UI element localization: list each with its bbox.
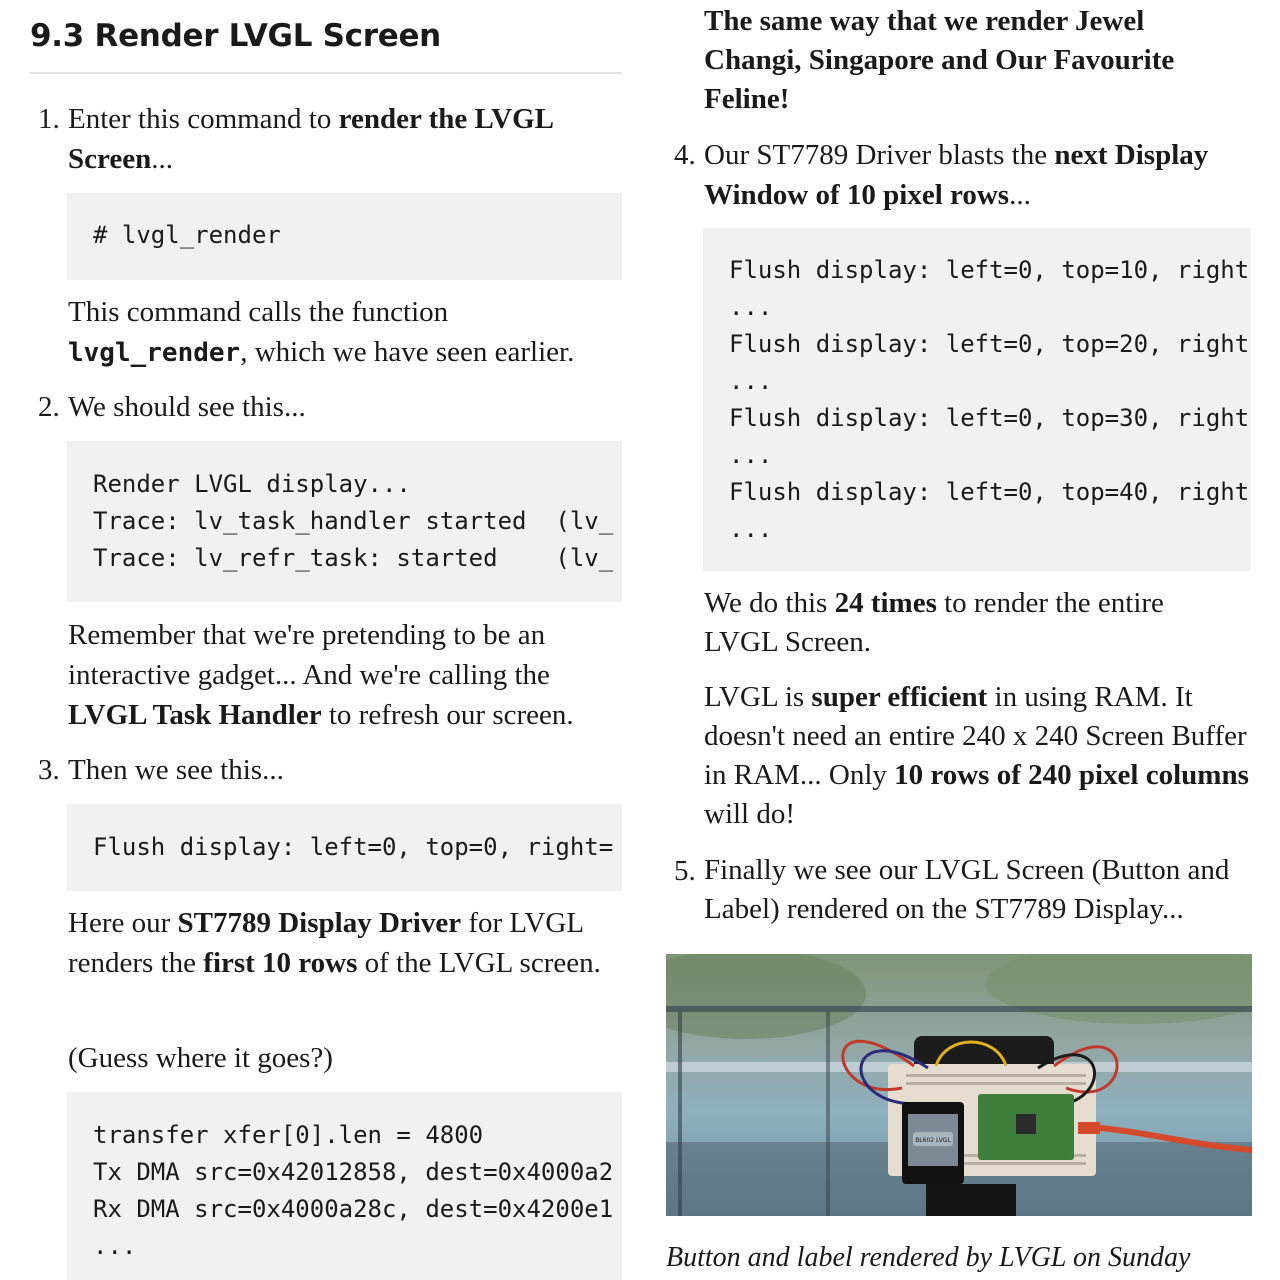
step-text: Enter this command to: [68, 103, 339, 135]
code-line: Flush display: left=0, top=10, right: [729, 256, 1250, 284]
code-line: ...: [729, 441, 773, 469]
paragraph-text: This command calls the function: [68, 296, 449, 328]
step-number: 5.: [674, 855, 696, 887]
code-line: Trace: lv_task_handler started (lv_: [93, 507, 614, 535]
step-number: 3.: [38, 754, 60, 786]
paragraph-bold: ST7789 Display Driver: [177, 907, 462, 939]
paragraph-bold: LVGL Task Handler: [68, 699, 322, 731]
paragraph-bold: 10 rows of 240 pixel columns: [894, 759, 1249, 791]
code-line: transfer xfer[0].len = 4800: [93, 1121, 484, 1149]
code-block-command: [67, 193, 622, 280]
code-line: ...: [93, 1232, 137, 1260]
paragraph-text: We do this: [704, 587, 835, 619]
code-line: Tx DMA src=0x42012858, dest=0x4000a2: [93, 1158, 614, 1186]
code-block-flush-rows: [703, 228, 1251, 571]
step-bold: render the LVGL Screen: [68, 103, 553, 175]
paragraph-text: Here our: [68, 907, 178, 939]
code-line: Flush display: left=0, top=30, right: [729, 404, 1250, 432]
continued-text: The same way that we render Jewel Changi, Singapore and Our Favourite Feline!: [704, 5, 1175, 115]
code-line: ...: [729, 293, 773, 321]
code-block-trace: [67, 441, 622, 602]
code-line: Flush display: left=0, top=0, right=: [93, 833, 614, 861]
code-line: Rx DMA src=0x4000a28c, dest=0x4200e1: [93, 1195, 614, 1223]
paragraph-function: [68, 292, 628, 373]
step-text: ...: [1009, 179, 1031, 211]
paragraph-guess: (Guess where it goes?): [68, 1042, 333, 1074]
step-5-text: Finally we see our LVGL Screen (Button and Label) rendered on the ST7789 Display...: [704, 854, 1230, 925]
section-title: 9.3 Render LVGL Screen: [30, 18, 441, 54]
code-line: ...: [729, 515, 773, 543]
paragraph-text: , which we have seen earlier.: [240, 336, 575, 368]
step-3-text: Then we see this...: [68, 754, 284, 786]
title-divider: [30, 72, 622, 74]
paragraph-bold: super efficient: [811, 681, 988, 713]
paragraph-text: to render the entire LVGL Screen.: [704, 587, 1164, 658]
paragraph-bold: 24 times: [834, 587, 937, 619]
code-line: Trace: lv_refr_task: started (lv_: [93, 544, 614, 572]
step-1-text: [68, 99, 618, 179]
paragraph-text: LVGL is: [704, 681, 812, 713]
step-number: 4.: [674, 139, 696, 171]
step-2-text: We should see this...: [68, 391, 306, 423]
paragraph-ram: [704, 678, 1252, 834]
paragraph-text: to refresh our screen.: [321, 699, 574, 731]
code-line: Flush display: left=0, top=40, right: [729, 478, 1250, 506]
paragraph-driver: [68, 903, 628, 983]
step-text: Our ST7789 Driver blasts the: [704, 139, 1055, 171]
code-line: # lvgl_render: [93, 221, 281, 249]
step-bold: next Display Window of 10 pixel rows: [704, 139, 1209, 211]
code-line: Render LVGL display...: [93, 470, 411, 498]
paragraph-text: for LVGL renders the: [68, 907, 583, 979]
device-photo: [666, 954, 1252, 1216]
photo-caption: Button and label rendered by LVGL on Sunday: [666, 1242, 1191, 1273]
device-screen-label: BL602 LVGL: [915, 1137, 951, 1144]
paragraph-24-times: [704, 584, 1244, 662]
code-block-flush: [67, 804, 622, 891]
inline-code: lvgl_render: [68, 338, 241, 368]
device-photo-illustration: [666, 954, 1252, 1216]
paragraph-text: in using RAM. It doesn't need an entire 240 x 240 Screen Buffer in RAM... Only: [704, 681, 1247, 791]
paragraph-text: of the LVGL screen.: [357, 947, 601, 979]
step-text: ...: [151, 143, 173, 175]
step-number: 1.: [38, 103, 60, 135]
code-line: ...: [729, 367, 773, 395]
step-number: 2.: [38, 391, 60, 423]
step-4-text: [704, 135, 1252, 215]
paragraph-bold: first 10 rows: [203, 947, 358, 979]
paragraph-text: will do!: [704, 798, 796, 830]
code-line: Flush display: left=0, top=20, right: [729, 330, 1250, 358]
paragraph-task-handler: [68, 615, 623, 735]
paragraph-text: Remember that we're pretending to be an interactive gadget... And we're calling the: [68, 619, 550, 691]
code-block-dma: [67, 1092, 622, 1280]
